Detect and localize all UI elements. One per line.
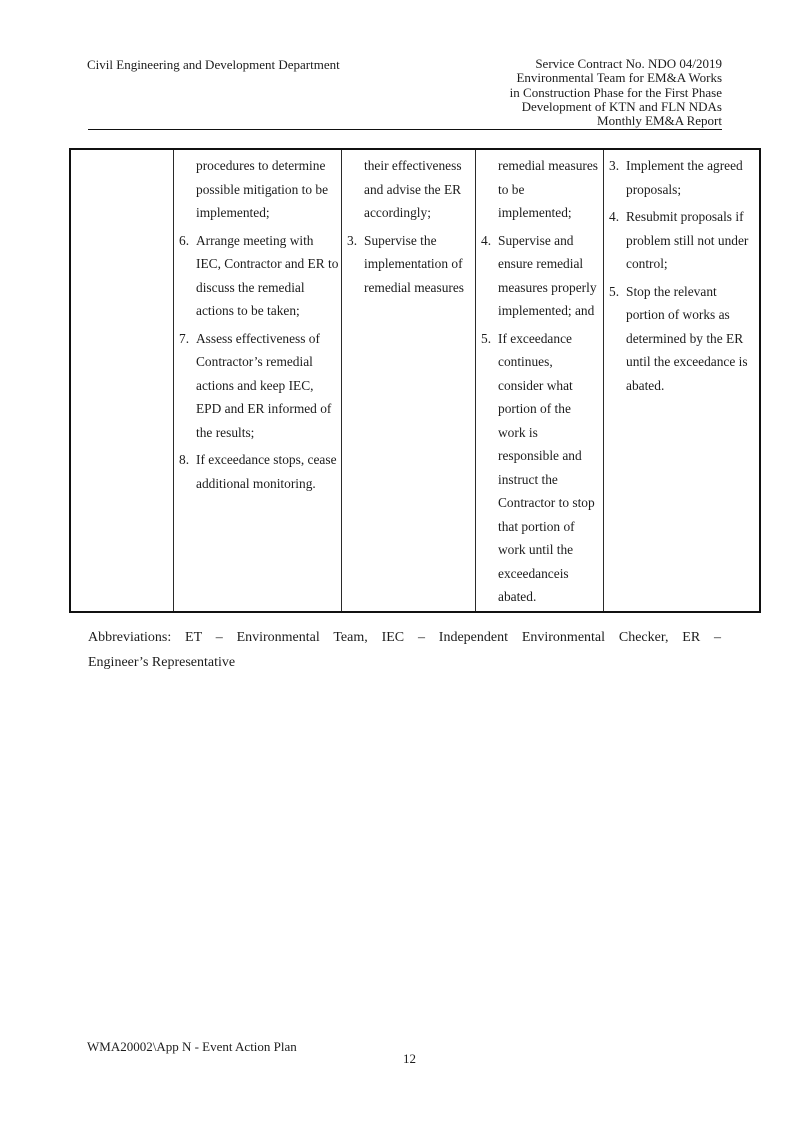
- list-item: [347, 154, 473, 225]
- list-item-text: Assess effectiveness of Contractor’s remedial actions and keep IEC, EPD and ER informed of the results;: [196, 330, 332, 440]
- list-item-text: procedures to determine possible mitigation to be implemented;: [196, 158, 329, 220]
- list-item-text: Supervise and ensure remedial measures properly implemented; and: [498, 232, 597, 318]
- list-item-number: 3.: [347, 232, 358, 248]
- list-item-text: Arrange meeting with IEC, Contractor and ER to discuss the remedial actions to be taken;: [196, 232, 339, 318]
- list-item-text: If exceedance continues, consider what portion of the work is responsible and instruct the Contractor to stop that portion of work until the exceedanceis abated.: [498, 330, 595, 604]
- header-contract-line: Monthly EM&A Report: [597, 113, 722, 129]
- header-contract-line: Development of KTN and FLN NDAs: [521, 98, 722, 114]
- footer-document-reference: WMA20002\App N - Event Action Plan: [87, 1039, 297, 1054]
- list-item-number: 4.: [609, 209, 620, 224]
- list-item-number: 6.: [179, 232, 190, 248]
- footer-page-number: 12: [403, 1051, 416, 1066]
- header-divider-rule: [88, 129, 722, 130]
- list-item-number: 8.: [179, 452, 190, 467]
- list-item-number: 3.: [609, 158, 620, 173]
- list-item-number: 5.: [609, 283, 620, 299]
- header-contract-info: [510, 57, 722, 128]
- list-item: [179, 448, 339, 495]
- list-item: [609, 280, 757, 398]
- list-item-text: If exceedance stops, cease additional monitoring.: [196, 452, 337, 491]
- list-item: [347, 229, 473, 300]
- header-department-title: Civil Engineering and Development Department: [87, 57, 340, 72]
- list-item-number: 4.: [481, 232, 492, 248]
- header-contract-line: Environmental Team for EM&A Works: [516, 70, 722, 86]
- table-cell-contractor-actions: [604, 150, 759, 611]
- list-item-text: Stop the relevant portion of works as determined by the ER until the exceedance is abated.: [626, 283, 748, 393]
- list-item: [179, 327, 339, 445]
- list-item-number: 7.: [179, 330, 190, 346]
- list-item-text: remedial measures to be implemented;: [498, 158, 599, 220]
- list-item: [609, 205, 757, 276]
- list-item-number: 5.: [481, 330, 492, 346]
- table-cell-empty: [71, 150, 174, 611]
- list-item-text: their effectiveness and advise the ER accordingly;: [364, 158, 462, 220]
- list-item-text: Resubmit proposals if problem still not under control;: [626, 209, 749, 271]
- list-item-text: Supervise the implementation of remedial measures: [364, 232, 465, 295]
- header-contract-line: Service Contract No. NDO 04/2019: [535, 56, 722, 71]
- list-item: [179, 229, 339, 323]
- list-item: [609, 154, 757, 201]
- table-cell-iec-actions: [342, 150, 476, 611]
- event-action-plan-table: [69, 148, 761, 613]
- list-item: [179, 154, 339, 225]
- table-cell-er-actions: [476, 150, 604, 611]
- abbreviations-note: [88, 626, 721, 675]
- list-item: [481, 229, 601, 323]
- abbreviations-line: Abbreviations: ET – Environmental Team, IEC – Independent Environmental Checker, ER –: [88, 630, 721, 645]
- list-item-text: Implement the agreed proposals;: [626, 158, 743, 197]
- header-contract-line: in Construction Phase for the First Phase: [509, 84, 722, 100]
- table-cell-et-actions: [174, 150, 342, 611]
- list-item: [481, 327, 601, 609]
- abbreviations-line: Engineer’s Representative: [88, 654, 236, 670]
- list-item: [481, 154, 601, 225]
